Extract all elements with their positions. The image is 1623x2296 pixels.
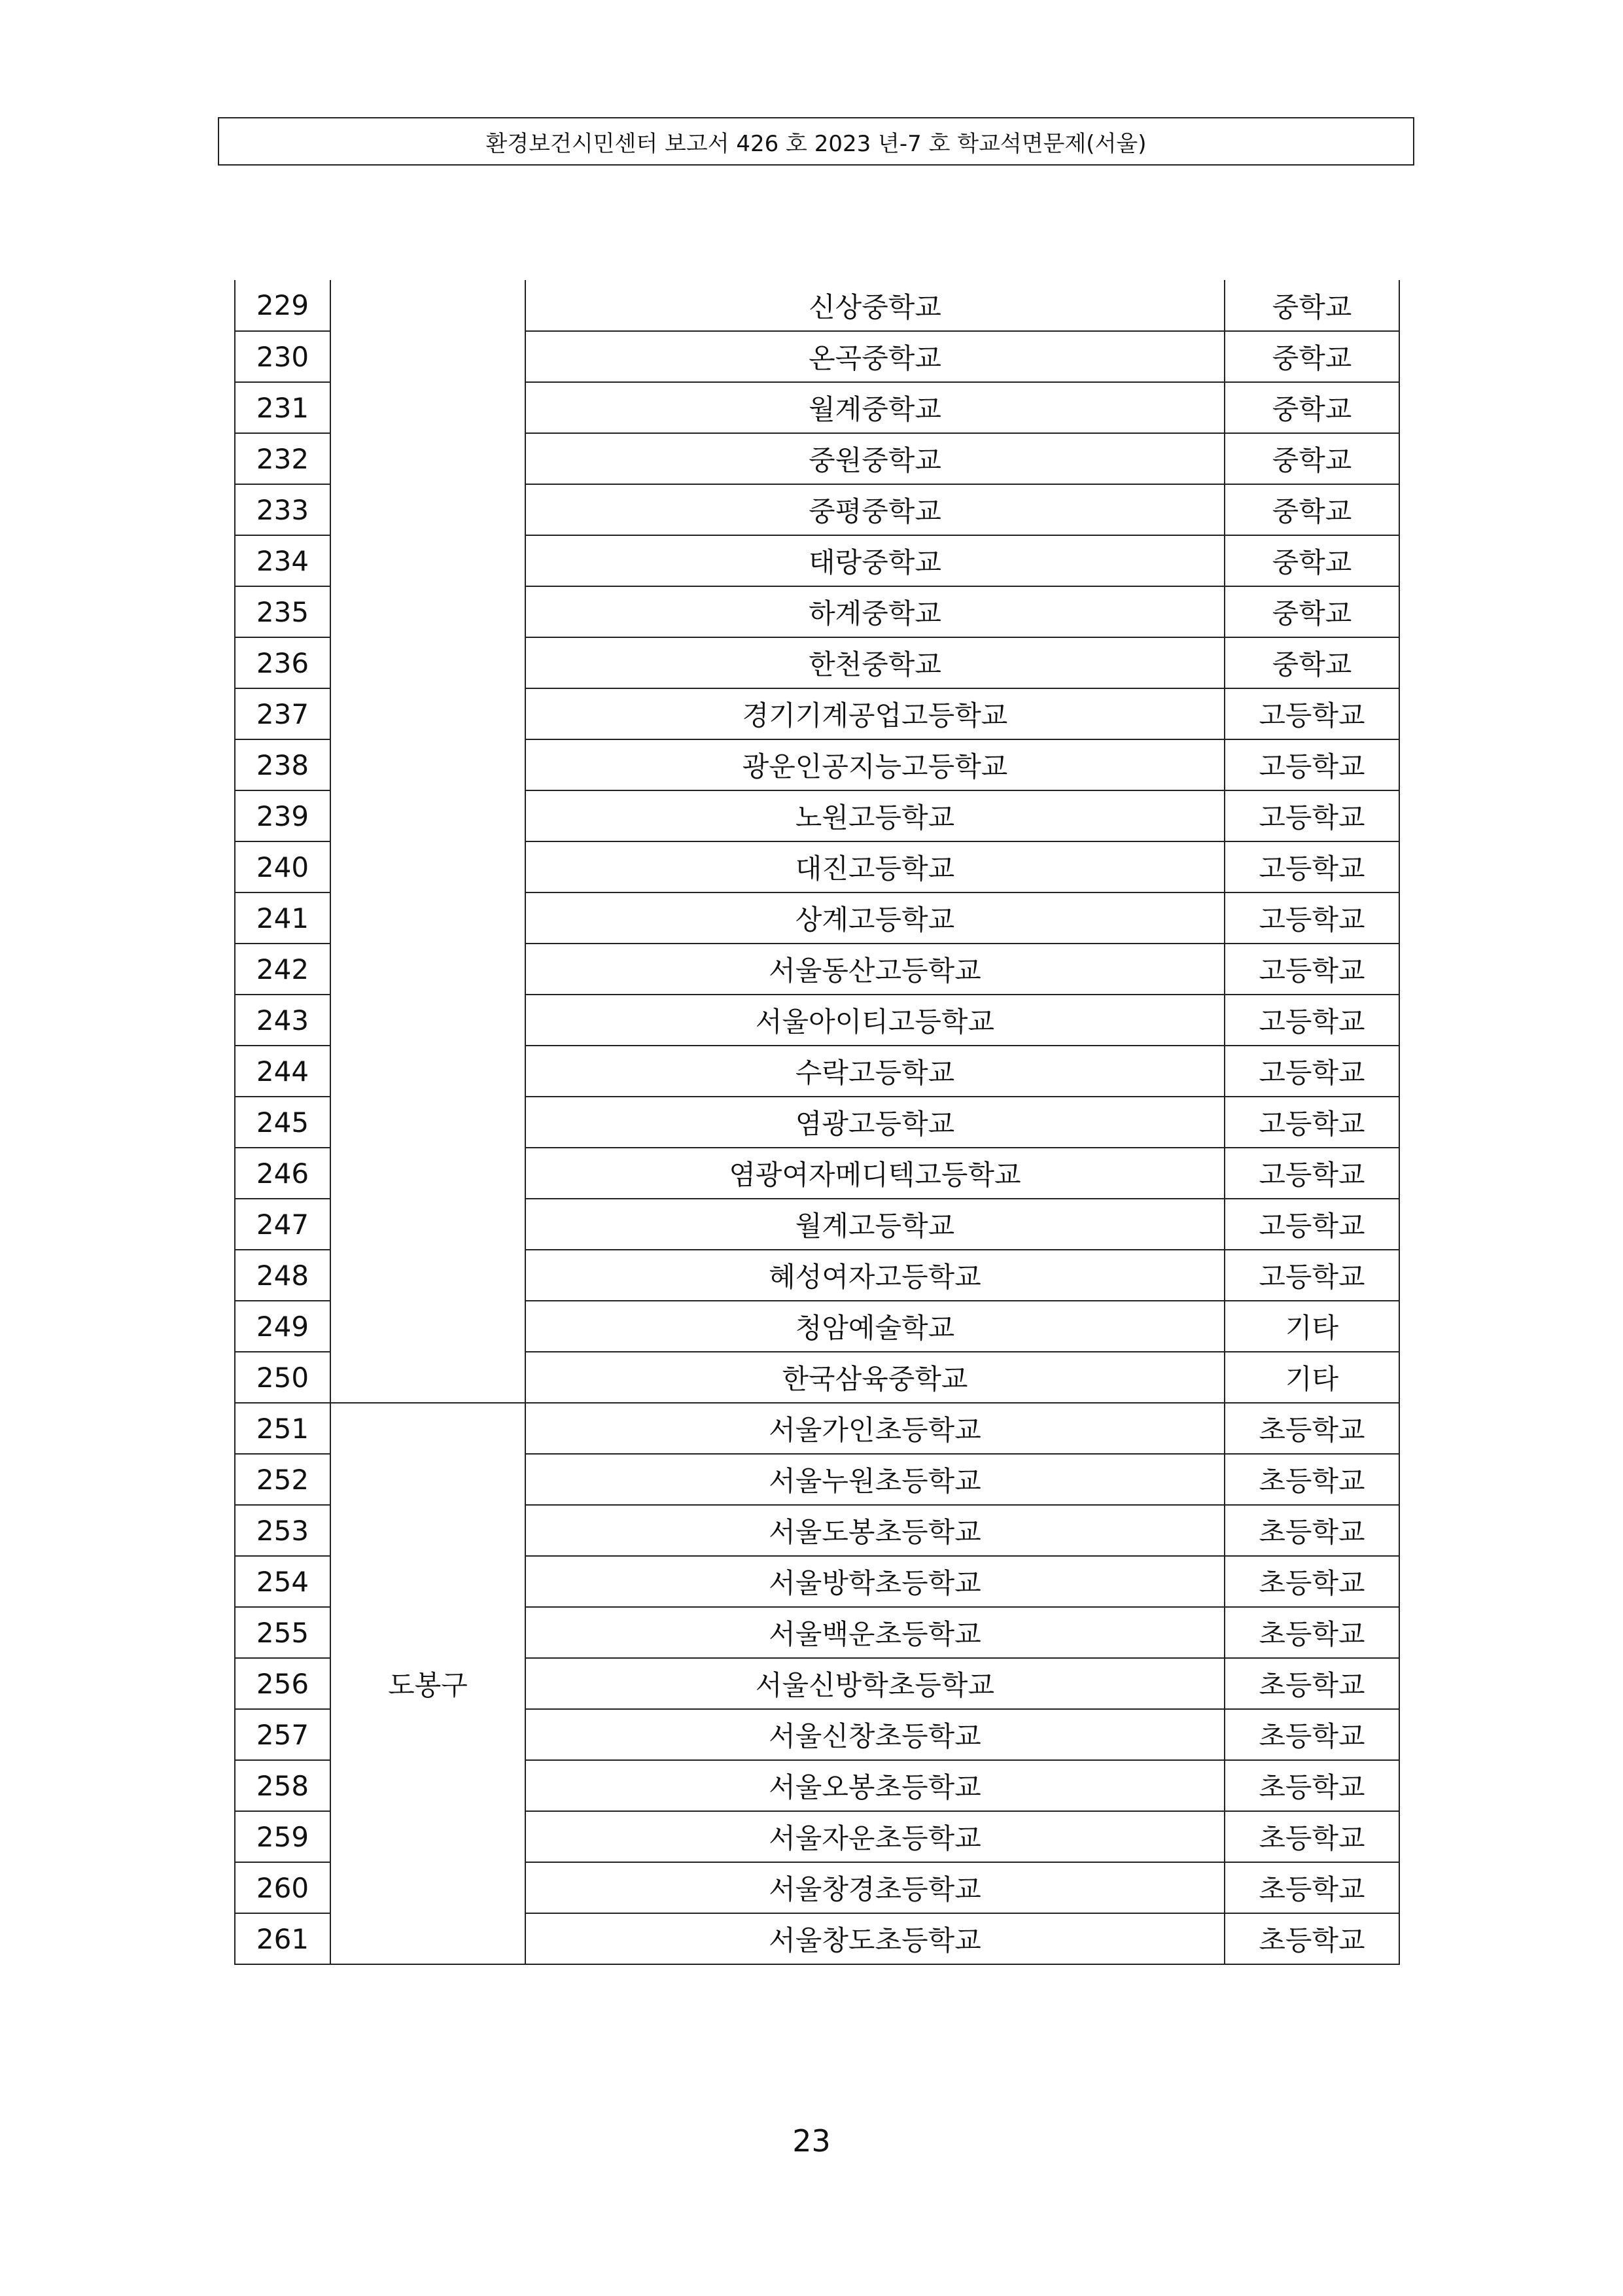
school-name-cell: 서울동산고등학교 bbox=[525, 944, 1225, 995]
row-number-cell: 231 bbox=[235, 382, 330, 433]
school-type-cell: 고등학교 bbox=[1225, 688, 1399, 739]
school-type-cell: 초등학교 bbox=[1225, 1556, 1399, 1607]
school-name-cell: 서울창경초등학교 bbox=[525, 1862, 1225, 1913]
district-cell: 도봉구 bbox=[330, 1403, 525, 1964]
school-type-cell: 고등학교 bbox=[1225, 1097, 1399, 1148]
school-name-cell: 광운인공지능고등학교 bbox=[525, 739, 1225, 790]
school-type-cell: 초등학교 bbox=[1225, 1811, 1399, 1862]
school-type-cell: 고등학교 bbox=[1225, 995, 1399, 1046]
school-type-cell: 초등학교 bbox=[1225, 1658, 1399, 1709]
school-type-cell: 기타 bbox=[1225, 1352, 1399, 1403]
school-type-cell: 고등학교 bbox=[1225, 944, 1399, 995]
school-name-cell: 염광여자메디텍고등학교 bbox=[525, 1148, 1225, 1199]
row-number-cell: 229 bbox=[235, 280, 330, 331]
school-type-cell: 초등학교 bbox=[1225, 1454, 1399, 1505]
row-number-cell: 235 bbox=[235, 586, 330, 637]
row-number-cell: 232 bbox=[235, 433, 330, 484]
school-name-cell: 수락고등학교 bbox=[525, 1046, 1225, 1097]
school-type-cell: 고등학교 bbox=[1225, 790, 1399, 841]
school-type-cell: 초등학교 bbox=[1225, 1505, 1399, 1556]
school-name-cell: 서울방학초등학교 bbox=[525, 1556, 1225, 1607]
school-name-cell: 청암예술학교 bbox=[525, 1301, 1225, 1352]
school-type-cell: 기타 bbox=[1225, 1301, 1399, 1352]
row-number-cell: 244 bbox=[235, 1046, 330, 1097]
school-name-cell: 서울백운초등학교 bbox=[525, 1607, 1225, 1658]
school-type-cell: 고등학교 bbox=[1225, 739, 1399, 790]
row-number-cell: 256 bbox=[235, 1658, 330, 1709]
row-number-cell: 238 bbox=[235, 739, 330, 790]
row-number-cell: 247 bbox=[235, 1199, 330, 1250]
row-number-cell: 250 bbox=[235, 1352, 330, 1403]
row-number-cell: 237 bbox=[235, 688, 330, 739]
row-number-cell: 259 bbox=[235, 1811, 330, 1862]
school-type-cell: 초등학교 bbox=[1225, 1709, 1399, 1760]
school-name-cell: 대진고등학교 bbox=[525, 841, 1225, 892]
school-name-cell: 월계고등학교 bbox=[525, 1199, 1225, 1250]
school-name-cell: 서울누원초등학교 bbox=[525, 1454, 1225, 1505]
page-header bbox=[218, 117, 1414, 166]
school-name-cell: 염광고등학교 bbox=[525, 1097, 1225, 1148]
school-type-cell: 초등학교 bbox=[1225, 1913, 1399, 1964]
school-type-cell: 초등학교 bbox=[1225, 1760, 1399, 1811]
school-name-cell: 태랑중학교 bbox=[525, 535, 1225, 586]
school-name-cell: 온곡중학교 bbox=[525, 331, 1225, 382]
row-number-cell: 234 bbox=[235, 535, 330, 586]
row-number-cell: 249 bbox=[235, 1301, 330, 1352]
school-name-cell: 서울자운초등학교 bbox=[525, 1811, 1225, 1862]
row-number-cell: 253 bbox=[235, 1505, 330, 1556]
school-name-cell: 중평중학교 bbox=[525, 484, 1225, 535]
row-number-cell: 240 bbox=[235, 841, 330, 892]
row-number-cell: 241 bbox=[235, 892, 330, 944]
row-number-cell: 257 bbox=[235, 1709, 330, 1760]
page-number: 23 bbox=[792, 2123, 831, 2159]
school-type-cell: 중학교 bbox=[1225, 280, 1399, 331]
row-number-cell: 251 bbox=[235, 1403, 330, 1454]
table-body bbox=[235, 280, 1399, 1964]
school-name-cell: 서울창도초등학교 bbox=[525, 1913, 1225, 1964]
school-name-cell: 한국삼육중학교 bbox=[525, 1352, 1225, 1403]
school-name-cell: 노원고등학교 bbox=[525, 790, 1225, 841]
table-row bbox=[235, 1403, 1399, 1454]
school-type-cell: 중학교 bbox=[1225, 535, 1399, 586]
school-name-cell: 월계중학교 bbox=[525, 382, 1225, 433]
row-number-cell: 245 bbox=[235, 1097, 330, 1148]
school-type-cell: 중학교 bbox=[1225, 433, 1399, 484]
school-type-cell: 초등학교 bbox=[1225, 1403, 1399, 1454]
row-number-cell: 246 bbox=[235, 1148, 330, 1199]
report-title: 환경보건시민센터 보고서 426 호 2023 년-7 호 학교석면문제(서울) bbox=[485, 130, 1147, 157]
school-name-cell: 중원중학교 bbox=[525, 433, 1225, 484]
school-name-cell: 서울아이티고등학교 bbox=[525, 995, 1225, 1046]
row-number-cell: 233 bbox=[235, 484, 330, 535]
school-type-cell: 중학교 bbox=[1225, 484, 1399, 535]
school-name-cell: 하계중학교 bbox=[525, 586, 1225, 637]
row-number-cell: 261 bbox=[235, 1913, 330, 1964]
school-type-cell: 중학교 bbox=[1225, 586, 1399, 637]
school-type-cell: 고등학교 bbox=[1225, 1046, 1399, 1097]
school-name-cell: 서울신방학초등학교 bbox=[525, 1658, 1225, 1709]
school-name-cell: 서울신창초등학교 bbox=[525, 1709, 1225, 1760]
school-name-cell: 경기기계공업고등학교 bbox=[525, 688, 1225, 739]
school-type-cell: 중학교 bbox=[1225, 331, 1399, 382]
table-row bbox=[235, 280, 1399, 331]
row-number-cell: 252 bbox=[235, 1454, 330, 1505]
school-type-cell: 고등학교 bbox=[1225, 1250, 1399, 1301]
school-type-cell: 중학교 bbox=[1225, 637, 1399, 688]
district-cell bbox=[330, 280, 525, 1403]
row-number-cell: 254 bbox=[235, 1556, 330, 1607]
row-number-cell: 255 bbox=[235, 1607, 330, 1658]
row-number-cell: 248 bbox=[235, 1250, 330, 1301]
school-type-cell: 고등학교 bbox=[1225, 841, 1399, 892]
row-number-cell: 260 bbox=[235, 1862, 330, 1913]
row-number-cell: 258 bbox=[235, 1760, 330, 1811]
school-type-cell: 고등학교 bbox=[1225, 1199, 1399, 1250]
school-name-cell: 서울가인초등학교 bbox=[525, 1403, 1225, 1454]
school-name-cell: 상계고등학교 bbox=[525, 892, 1225, 944]
school-type-cell: 고등학교 bbox=[1225, 892, 1399, 944]
school-type-cell: 초등학교 bbox=[1225, 1862, 1399, 1913]
school-name-cell: 혜성여자고등학교 bbox=[525, 1250, 1225, 1301]
school-name-cell: 한천중학교 bbox=[525, 637, 1225, 688]
school-type-cell: 중학교 bbox=[1225, 382, 1399, 433]
school-name-cell: 신상중학교 bbox=[525, 280, 1225, 331]
school-name-cell: 서울오봉초등학교 bbox=[525, 1760, 1225, 1811]
school-name-cell: 서울도봉초등학교 bbox=[525, 1505, 1225, 1556]
school-type-cell: 고등학교 bbox=[1225, 1148, 1399, 1199]
row-number-cell: 243 bbox=[235, 995, 330, 1046]
row-number-cell: 239 bbox=[235, 790, 330, 841]
school-type-cell: 초등학교 bbox=[1225, 1607, 1399, 1658]
school-table bbox=[234, 280, 1400, 1965]
row-number-cell: 242 bbox=[235, 944, 330, 995]
row-number-cell: 230 bbox=[235, 331, 330, 382]
row-number-cell: 236 bbox=[235, 637, 330, 688]
